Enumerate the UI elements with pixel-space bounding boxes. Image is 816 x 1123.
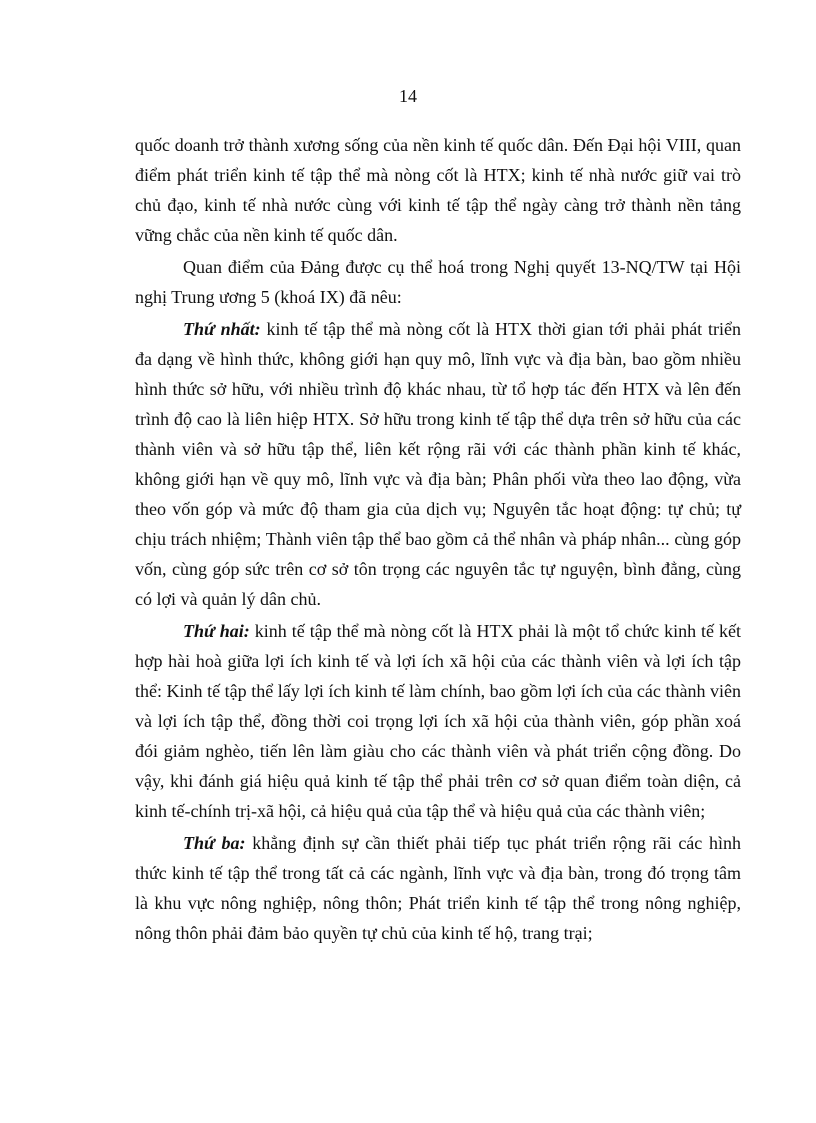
- paragraph-2: [135, 252, 741, 312]
- paragraph-1-text: quốc doanh trở thành xương sống của nền kinh tế quốc dân. Đến Đại hội VIII, quan điểm phát triển kinh tế tập thể mà nòng cốt là HTX; kinh tế nhà nước giữ vai trò chủ đạo, kinh tế nhà nước cùng với kinh tế tập thể ngày càng trở thành nền tảng vững chắc của nền kinh tế quốc dân.: [135, 135, 741, 245]
- paragraph-3-text: kinh tế tập thể mà nòng cốt là HTX thời gian tới phải phát triển đa dạng về hình thức, không giới hạn quy mô, lĩnh vực và địa bàn, bao gồm nhiều hình thức sở hữu, với nhiều trình độ khác nhau, từ tổ hợp tác đến HTX và lên đến trình độ cao là liên hiệp HTX. Sở hữu trong kinh tế tập thể dựa trên sở hữu của các thành viên và sở hữu tập thể, liên kết rộng rãi với các thành phần kinh tế khác, không giới hạn về quy mô, lĩnh vực và địa bàn; Phân phối vừa theo lao động, vừa theo vốn góp và mức độ tham gia của dịch vụ; Nguyên tắc hoạt động: tự chủ; tự chịu trách nhiệm; Thành viên tập thể bao gồm cả thể nhân và pháp nhân... cùng góp vốn, cùng góp sức trên cơ sở tôn trọng các nguyên tắc tự nguyện, bình đẳng, cùng có lợi và quản lý dân chủ.: [135, 319, 741, 609]
- paragraph-4-lead: Thứ hai:: [183, 621, 250, 641]
- paragraph-3-lead: Thứ nhất:: [183, 319, 261, 339]
- page-number: 14: [399, 86, 417, 106]
- paragraph-5-text: khẳng định sự cần thiết phải tiếp tục phát triển rộng rãi các hình thức kinh tế tập thể trong tất cả các ngành, lĩnh vực và địa bàn, trong đó trọng tâm là khu vực nông nghiệp, nông thôn; Phát triển kinh tế tập thể trong nông nghiệp, nông thôn phải đảm bảo quyền tự chủ của kinh tế hộ, trang trại;: [135, 833, 741, 943]
- paragraph-5: [135, 828, 741, 948]
- paragraph-2-text: Quan điểm của Đảng được cụ thể hoá trong Nghị quyết 13-NQ/TW tại Hội nghị Trung ương 5 (khoá IX) đã nêu:: [135, 257, 741, 307]
- paragraph-1: [135, 130, 741, 250]
- paragraph-4: [135, 616, 741, 826]
- paragraph-3: [135, 314, 741, 614]
- document-body: [135, 130, 741, 950]
- paragraph-4-text: kinh tế tập thể mà nòng cốt là HTX phải là một tổ chức kinh tế kết hợp hài hoà giữa lợi ích kinh tế và lợi ích xã hội của các thành viên và lợi ích tập thể: Kinh tế tập thể lấy lợi ích kinh tế làm chính, bao gồm lợi ích của các thành viên và lợi ích tập thể, đồng thời coi trọng lợi ích xã hội của thành viên, góp phần xoá đói giảm nghèo, tiến lên làm giàu cho các thành viên và phát triển cộng đồng. Do vậy, khi đánh giá hiệu quả kinh tế tập thể phải trên cơ sở quan điểm toàn diện, cả kinh tế-chính trị-xã hội, cả hiệu quả của tập thể và hiệu quả của các thành viên;: [135, 621, 742, 821]
- paragraph-5-lead: Thứ ba:: [183, 833, 246, 853]
